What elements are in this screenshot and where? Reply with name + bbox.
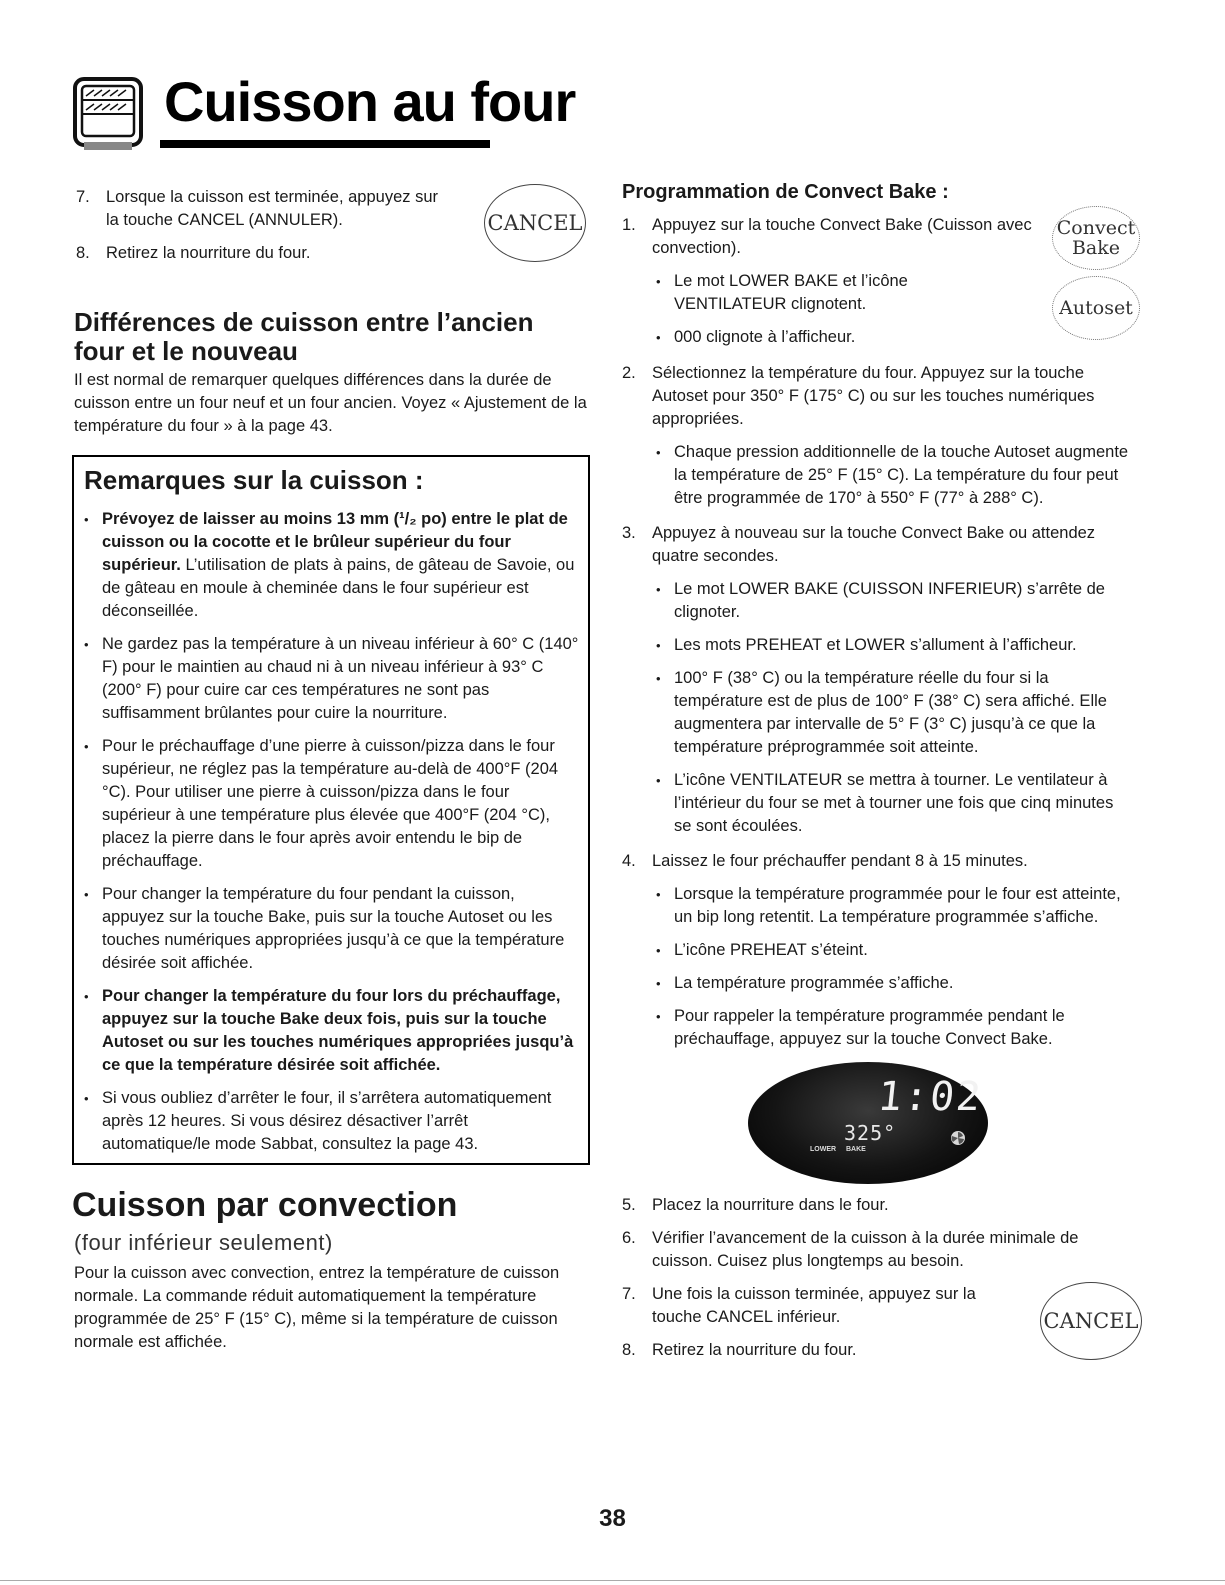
list-item: • Le mot LOWER BAKE (CUISSON INFERIEUR) s’arrête de clignoter. <box>652 578 1132 624</box>
list-item: • 100° F (38° C) ou la température réelle du four si la température est de plus de 100° F (38° C) sera affiché. Elle augmentera par intervalle de 5° F (3° C) jusqu’à ce que la température préprogrammée soit atteinte. <box>652 667 1132 759</box>
list-item: 7. Lorsque la cuisson est terminée, appuyez sur la touche CANCEL (ANNULER). <box>76 188 439 229</box>
convection-heading: Cuisson par convection <box>72 1186 458 1224</box>
right-steps-2-4 <box>622 362 1132 1051</box>
list-item: 6. Vérifier l’avancement de la cuisson à la durée minimale de cuisson. Cuisez plus longtemps au besoin. <box>622 1229 1079 1270</box>
list-item: • Prévoyez de laisser au moins 13 mm (¹/₂ po) entre le plat de cuisson ou la cocotte et le brûleur supérieur du four supérieur. L’utilisation de plats à pains, de gâteau de Savoie, ou de gâteau en moule à cheminée dans le four supérieur est déconseillée. <box>80 508 580 623</box>
page-number: 38 <box>599 1505 626 1532</box>
differences-body: Il est normal de remarquer quelques différences dans la durée de cuisson entre un four neuf et un four ancien. Voyez « Ajustement de la température du four » à la page 43. <box>74 371 587 435</box>
remarks-list <box>80 498 580 1156</box>
list-item: • Pour rappeler la température programmée pendant le préchauffage, appuyez sur la touche Convect Bake. <box>652 1005 1132 1051</box>
display-temp: 325° <box>844 1121 897 1145</box>
cancel-key-icon: CANCEL <box>484 184 586 262</box>
list-item: 7. Une fois la cuisson terminée, appuyez sur la touche CANCEL inférieur. <box>622 1285 976 1326</box>
display-lower-label: LOWER <box>810 1146 837 1153</box>
differences-heading: Différences de cuisson entre l’ancien four et le nouveau <box>74 307 534 366</box>
list-item: • Pour changer la température du four lors du préchauffage, appuyez sur la touche Bake deux fois, puis sur la touche Autoset ou sur les touches numériques appropriées jusqu’à ce que la température désirée soit affichée. <box>80 985 580 1077</box>
convection-subheading: (four inférieur seulement) <box>74 1230 333 1255</box>
right-step-1 <box>622 214 1042 349</box>
list-item: 8. Retirez la nourriture du four. <box>76 244 311 262</box>
list-item: • 000 clignote à l’afficheur. <box>652 326 1042 349</box>
title-underline <box>160 140 490 148</box>
list-item: 5. Placez la nourriture dans le four. <box>622 1196 889 1214</box>
list-item: • Le mot LOWER BAKE et l’icône VENTILATEUR clignotent. <box>652 270 1042 316</box>
list-item: • Chaque pression additionnelle de la touche Autoset augmente la température de 25° F (15° C). La température du four peut être programmée de 170° à 550° F (77° à 288° C). <box>652 441 1132 510</box>
list-item: • L’icône PREHEAT s’éteint. <box>652 939 1132 962</box>
bottom-rule <box>0 1580 1225 1581</box>
oven-icon <box>72 76 150 154</box>
convection-body: Pour la cuisson avec convection, entrez la température de cuisson normale. La commande réduit automatiquement la température programmée de 25° F (15° C), même si la température de cuisson normale est affichée. <box>74 1264 560 1351</box>
list-item: • Ne gardez pas la température à un niveau inférieur à 60° C (140° F) pour le maintien au chaud ni à un niveau inférieur à 93° C (200° F) pour cuire car ces températures ne sont pas suffisamment brûlantes pour cuire la nourriture. <box>80 633 580 725</box>
fan-icon <box>950 1130 966 1146</box>
list-item: 4. Laissez le four préchauffer pendant 8 à 15 minutes. • Lorsque la température programmée pour le four est atteinte, un bip long retentit. La température programmée s’affiche. • L’icône PREHEAT s’éteint. • La température programmée s’affiche. • Pour rappeler la température programmée pendant le préchauffage, appuyez sur la touche Convect Bake. <box>622 850 1132 1051</box>
display-time: 1:02 <box>875 1074 985 1120</box>
list-item: • Les mots PREHEAT et LOWER s’allument à l’afficheur. <box>652 634 1132 657</box>
convect-bake-heading: Programmation de Convect Bake : <box>622 181 949 203</box>
list-item: 2. Sélectionnez la température du four. Appuyez sur la touche Autoset pour 350° F (175° C) ou sur les touches numériques appropriées. • Chaque pression additionnelle de la touche Autoset augmente la température de 25° F (15° C). La température du four peut être programmée de 170° à 550° F (77° à 288° C). <box>622 362 1132 510</box>
list-item: 8. Retirez la nourriture du four. <box>622 1341 857 1359</box>
list-item: • La température programmée s’affiche. <box>652 972 1132 995</box>
list-item: • L’icône VENTILATEUR se mettra à tourner. Le ventilateur à l’intérieur du four se met à tourner une fois que cinq minutes se sont écoulées. <box>652 769 1132 838</box>
right-steps-bottom <box>622 1194 1092 1362</box>
autoset-key-icon: Autoset <box>1052 276 1140 340</box>
left-steps-top <box>76 186 446 265</box>
list-item: • Si vous oubliez d’arrêter le four, il s’arrêtera automatiquement après 12 heures. Si vous désirez désactiver l’arrêt automatique/le mode Sabbat, consultez la page 43. <box>80 1087 580 1156</box>
page-title: Cuisson au four <box>164 70 576 133</box>
remarks-heading: Remarques sur la cuisson : <box>84 465 424 495</box>
list-item: 3. Appuyez à nouveau sur la touche Convect Bake ou attendez quatre secondes. • Le mot LOWER BAKE (CUISSON INFERIEUR) s’arrête de clignoter. • Les mots PREHEAT et LOWER s’allument à l’afficheur. • 100° F (38° C) ou la température réelle du four si la température est de plus de 100° F (38° C) sera affiché. Elle augmentera par intervalle de 5° F (3° C) jusqu’à ce que la température préprogrammée soit atteinte. • L’icône VENTILATEUR se mettra à tourner. Le ventilateur à l’intérieur du four se met à tourner une fois que cinq minutes se sont écoulées. <box>622 522 1132 838</box>
list-item: 1. Appuyez sur la touche Convect Bake (Cuisson avec convection). <box>622 216 1032 257</box>
convect-bake-key-icon: Convect Bake <box>1052 206 1140 270</box>
list-item: • Pour le préchauffage d’une pierre à cuisson/pizza dans le four supérieur, ne réglez pas la température au-delà de 400°F (204 °C). Pour utiliser une pierre à cuisson/pizza dans le four supérieur à une température plus élevée que 400°F (204 °C), placez la pierre dans le four après avoir entendu le bip de préchauffage. <box>80 735 580 873</box>
cancel-key-icon: CANCEL <box>1040 1282 1142 1360</box>
list-item: • Lorsque la température programmée pour le four est atteinte, un bip long retentit. La température programmée s’affiche. <box>652 883 1132 929</box>
display-bake-label: BAKE <box>846 1146 866 1153</box>
list-item: • Pour changer la température du four pendant la cuisson, appuyez sur la touche Bake, puis sur la touche Autoset ou les touches numériques appropriées jusqu’à ce que la température désirée soit affichée. <box>80 883 580 975</box>
oven-display-panel <box>748 1062 988 1184</box>
